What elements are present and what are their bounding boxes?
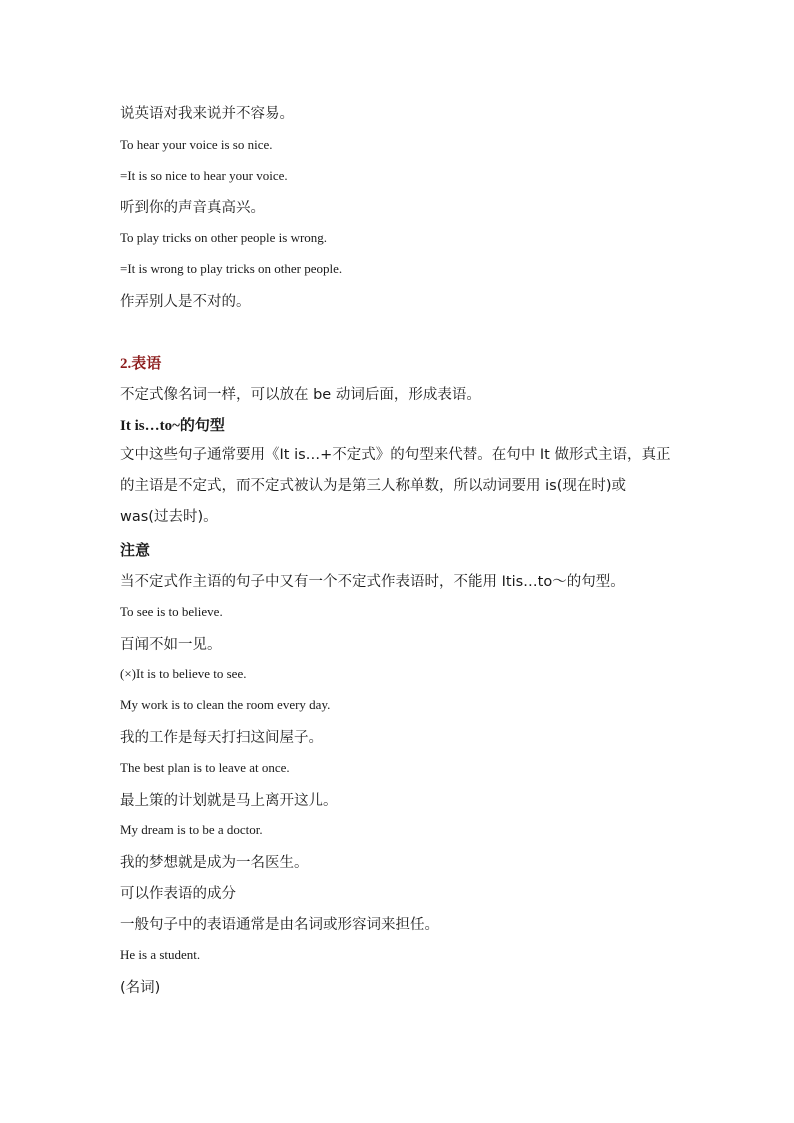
example-sentence: The best plan is to leave at once. <box>120 760 290 775</box>
translation-line: 听到你的声音真高兴。 <box>120 200 265 216</box>
translation-line: 最上策的计划就是马上离开这儿。 <box>120 793 338 809</box>
text-line: 一般句子中的表语通常是由名词或形容词来担任。 <box>120 917 439 933</box>
example-sentence: (×)It is to believe to see. <box>120 666 247 681</box>
translation-line: 百闻不如一见。 <box>120 637 222 653</box>
text-line: 说英语对我来说并不容易。 <box>120 106 294 122</box>
translation-line: 作弄别人是不对的。 <box>120 294 251 310</box>
example-sentence: To play tricks on other people is wrong. <box>120 230 328 245</box>
example-sentence: He is a student. <box>120 947 201 962</box>
paragraph: 文中这些句子通常要用《It is…+不定式》的句型来代替。在句中 It 做形式主语，真正的主语是不定式，而不定式被认为是第三人称单数，所以动词要用 is(现在时)或 was(过去时)。 <box>120 447 671 525</box>
translation-line: 我的梦想就是成为一名医生。 <box>120 855 309 871</box>
subheading: It is…to~的句型 <box>120 418 225 434</box>
subheading: 注意 <box>120 543 151 559</box>
example-sentence: My work is to clean the room every day. <box>120 697 331 712</box>
example-sentence: My dream is to be a doctor. <box>120 822 263 837</box>
translation-line: 我的工作是每天打扫这间屋子。 <box>120 730 323 746</box>
example-sentence: =It is wrong to play tricks on other people. <box>120 261 343 276</box>
text-line: 可以作表语的成分 <box>120 886 236 902</box>
example-sentence: To hear your voice is so nice. <box>120 137 273 152</box>
example-sentence: To see is to believe. <box>120 604 223 619</box>
example-sentence: =It is so nice to hear your voice. <box>120 168 288 183</box>
section-heading: 2.表语 <box>120 356 162 372</box>
text-line: 不定式像名词一样，可以放在 be 动词后面，形成表语。 <box>120 387 481 403</box>
text-line: 当不定式作主语的句子中又有一个不定式作表语时，不能用 Itis…to～的句型。 <box>120 574 625 590</box>
text-line: (名词) <box>120 980 161 996</box>
